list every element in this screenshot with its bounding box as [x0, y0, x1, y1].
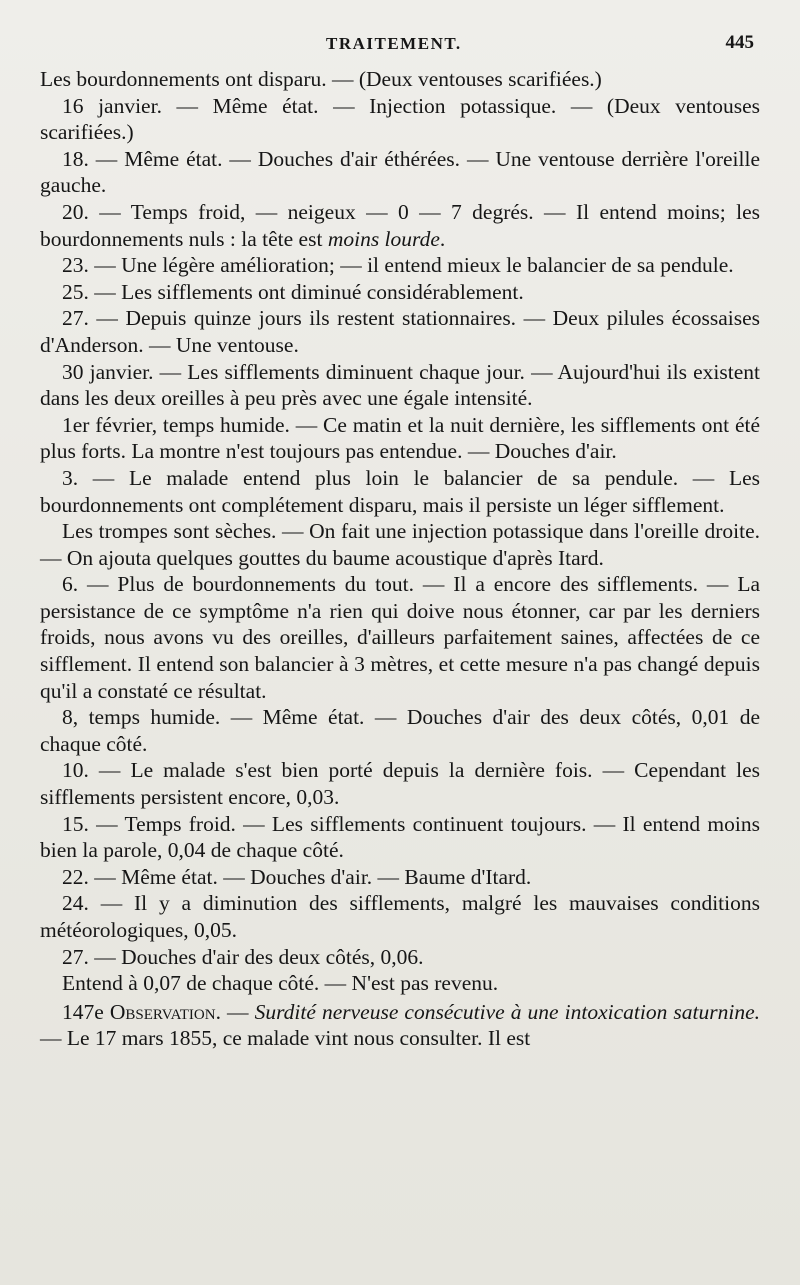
paragraph: 18. — Même état. — Douches d'air éthérées. — Une ventouse derrière l'oreille gauche.: [40, 146, 760, 198]
paragraph: 10. — Le malade s'est bien porté depuis la dernière fois. — Cependant les sifflements persistent encore, 0,03.: [40, 758, 760, 810]
page-header: [0, 30, 800, 58]
observation-number: 147e: [62, 999, 104, 1024]
paragraph: [40, 199, 760, 252]
body-text: [40, 66, 760, 1052]
paragraph: 6. — Plus de bourdonnements du tout. — Il a encore des sifflements. — La persistance de ce symptôme n'a rien qui doive nous étonner, car par les derniers froids, nous avons vu des oreilles, d'ailleurs parfaitement saines, affectées de ce sifflement. Il entend son balancier à 3 mètres, et cette mesure n'a pas changé depuis qu'il a constaté ce résultat.: [40, 572, 760, 703]
paragraph: 3. — Le malade entend plus loin le balancier de sa pendule. — Les bourdonnements ont complétement disparu, mais il persiste un léger sifflement.: [40, 465, 760, 517]
paragraph: 25. — Les sifflements ont diminué considérablement.: [62, 279, 524, 304]
paragraph: 8, temps humide. — Même état. — Douches d'air des deux côtés, 0,01 de chaque côté.: [40, 705, 760, 756]
paragraph: Les bourdonnements ont disparu. — (Deux ventouses scarifiées.): [40, 67, 602, 91]
observation-dash: —: [220, 999, 255, 1024]
observation-title: Surdité nerveuse consécutive à une intoxication saturnine.: [254, 999, 761, 1024]
paragraph: 22. — Même état. — Douches d'air. — Baume d'Itard.: [62, 864, 532, 889]
paragraph: Les trompes sont sèches. — On fait une injection potassique dans l'oreille droite. — On ajouta quelques gouttes du baume acoustique d'après Itard.: [40, 519, 760, 570]
page-number: 445: [725, 32, 754, 53]
paragraph-text: .: [439, 226, 446, 251]
observation-text: — Le 17 mars 1855, ce malade vint nous consulter. Il est: [40, 1026, 531, 1051]
paragraph: 1er février, temps humide. — Ce matin et la nuit dernière, les sifflements ont été plus forts. La montre n'est toujours pas entendue. — Douches d'air.: [40, 412, 760, 464]
observation-paragraph: [40, 999, 760, 1052]
paragraph: Entend à 0,07 de chaque côté. — N'est pas revenu.: [62, 971, 499, 996]
paragraph: 30 janvier. — Les sifflements diminuent chaque jour. — Aujourd'hui ils existent dans les deux oreilles à peu près avec une égale intensité.: [40, 359, 760, 411]
emphasis: moins lourde: [327, 226, 440, 251]
running-title: TRAITEMENT.: [326, 34, 462, 53]
paragraph: 23. — Une légère amélioration; — il entend mieux le balancier de sa pendule.: [62, 253, 734, 278]
paragraph-text: 20. — Temps froid, — neigeux — 0 — 7 degrés. — Il entend moins; les bourdonnements nuls : la tête est: [40, 199, 760, 251]
paragraph: 16 janvier. — Même état. — Injection potassique. — (Deux ventouses scarifiées.): [40, 93, 760, 145]
paragraph: 15. — Temps froid. — Les sifflements continuent toujours. — Il entend moins bien la parole, 0,04 de chaque côté.: [40, 811, 760, 863]
observation-label: Observation.: [109, 999, 221, 1024]
paragraph: 27. — Depuis quinze jours ils restent stationnaires. — Deux pilules écossaises d'Anderson. — Une ventouse.: [40, 306, 760, 357]
paragraph: 27. — Douches d'air des deux côtés, 0,06.: [62, 944, 424, 969]
paragraph: 24. — Il y a diminution des sifflements, malgré les mauvaises conditions météorologiques, 0,05.: [40, 891, 760, 942]
